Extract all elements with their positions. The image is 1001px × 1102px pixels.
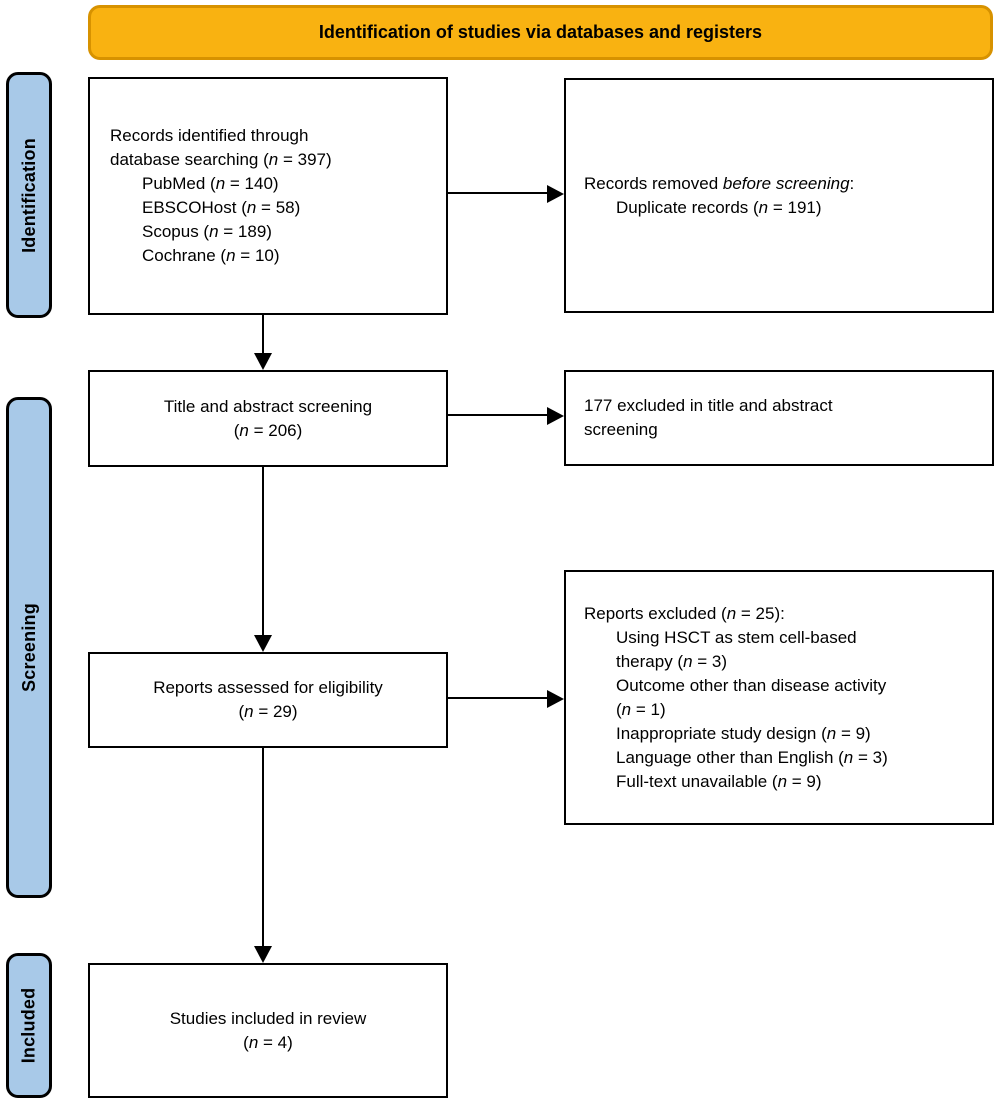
arrow-screening-to-eligibility-head bbox=[254, 635, 272, 652]
text-line: Reports excluded (n = 25): bbox=[584, 603, 785, 623]
box-reports-assessed bbox=[88, 652, 448, 748]
text-line: screening bbox=[584, 420, 658, 439]
text-line: Full-text unavailable (n = 9) bbox=[616, 771, 822, 791]
text-line: 177 excluded in title and abstract bbox=[584, 396, 833, 415]
text-line: database searching (n = 397) bbox=[110, 150, 332, 169]
stage-label-included bbox=[6, 953, 52, 1098]
arrow-identified-to-removed-head bbox=[547, 185, 564, 203]
box-title-abstract-screening bbox=[88, 370, 448, 467]
stage-label-screening bbox=[6, 397, 52, 898]
stage-label-identification-text: Identification bbox=[18, 137, 39, 253]
stage-label-identification bbox=[6, 72, 52, 318]
arrow-identified-to-screening-line bbox=[262, 315, 264, 355]
text-line: (n = 4) bbox=[243, 1032, 293, 1052]
box-records-removed bbox=[564, 78, 994, 313]
arrow-eligibility-to-included-line bbox=[262, 748, 264, 947]
arrow-screening-to-excluded-line bbox=[448, 414, 549, 416]
text-line: Inappropriate study design (n = 9) bbox=[616, 723, 871, 743]
text-line: Using HSCT as stem cell-based bbox=[616, 627, 857, 647]
arrow-eligibility-to-excluded-head bbox=[547, 690, 564, 708]
arrow-screening-to-excluded-head bbox=[547, 407, 564, 425]
text-line: (n = 1) bbox=[616, 699, 666, 719]
text-line: Duplicate records (n = 191) bbox=[616, 197, 822, 217]
text-line: Title and abstract screening bbox=[163, 396, 373, 416]
arrow-screening-to-eligibility-line bbox=[262, 467, 264, 636]
text-line: (n = 29) bbox=[238, 702, 298, 721]
arrow-eligibility-to-included-head bbox=[254, 946, 272, 963]
text-line: EBSCOHost (n = 58) bbox=[142, 198, 301, 217]
text-line: Reports assessed for eligibility bbox=[153, 678, 383, 697]
box-studies-included bbox=[88, 963, 448, 1098]
stage-label-included-text: Included bbox=[18, 987, 39, 1064]
text-line: Studies included in review bbox=[169, 1008, 367, 1028]
box-reports-excluded bbox=[564, 570, 994, 825]
text-line: Scopus (n = 189) bbox=[142, 222, 272, 241]
text-line: Cochrane (n = 10) bbox=[142, 246, 280, 265]
text-line: Records removed before screening: bbox=[584, 173, 855, 193]
text-line: PubMed (n = 140) bbox=[142, 174, 279, 193]
stage-label-screening-text: Screening bbox=[18, 603, 39, 692]
arrow-identified-to-screening-head bbox=[254, 353, 272, 370]
arrow-identified-to-removed-line bbox=[448, 192, 549, 194]
box-records-identified bbox=[88, 77, 448, 315]
arrow-eligibility-to-excluded-line bbox=[448, 697, 549, 699]
box-excluded-title-abstract bbox=[564, 370, 994, 466]
text-line: Records identified through bbox=[110, 126, 309, 145]
text-line: Language other than English (n = 3) bbox=[616, 747, 888, 767]
text-line: therapy (n = 3) bbox=[616, 651, 728, 671]
text-line: (n = 206) bbox=[233, 420, 303, 440]
text-line: Outcome other than disease activity bbox=[616, 675, 887, 695]
banner-title: Identification of studies via databases and registers bbox=[88, 5, 993, 60]
